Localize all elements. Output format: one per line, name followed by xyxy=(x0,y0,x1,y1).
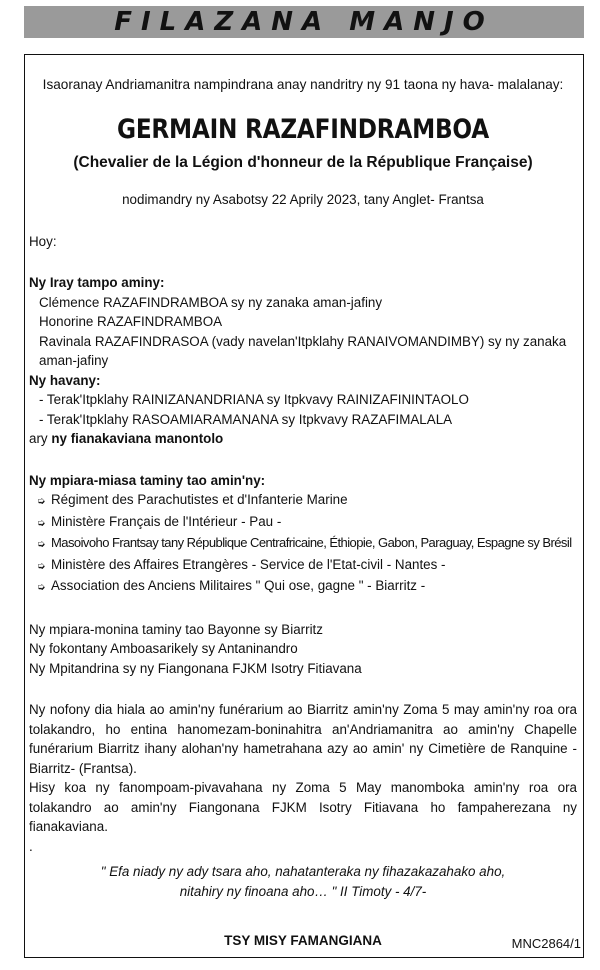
honor-subtitle: (Chevalier de la Légion d'honneur de la République Française) xyxy=(73,153,533,171)
quote-line: " Efa niady ny ady tsara aho, nahatanteraka ny fihazakazahako aho, xyxy=(100,864,506,879)
dot-mark: . xyxy=(29,838,33,854)
children-line: Honorine RAZAFINDRAMBOA xyxy=(39,314,223,329)
closing-note: TSY MISY FAMANGIANA xyxy=(224,933,382,948)
family-prefix: ary xyxy=(29,431,48,446)
colleague-item: Association des Anciens Militaires " Qui ose, gagne " - Biarritz - xyxy=(51,578,426,593)
header-title: FILAZANA MANJO xyxy=(114,7,494,37)
intro-text: Isaoranay Andriamanitra nampindrana anay nandritry ny 91 taona ny hava- malalanay: xyxy=(42,77,564,92)
list-item xyxy=(29,490,577,512)
children-heading: Ny Iray tampo aminy: xyxy=(29,275,165,290)
arrow-bullet-icon: ➭ xyxy=(37,517,46,529)
colleague-item: Ministère des Affaires Etrangères - Service de l'Etat-civil - Nantes - xyxy=(51,556,446,572)
colleague-item: Masoivoho Frantsay tany République Centrafricaine, Éthiopie, Gabon, Paraguay, Espagne sy Brésil xyxy=(51,535,572,550)
notice-frame xyxy=(24,54,584,958)
relatives-line: - Terak'Itpklahy RAINIZANANDRIANA sy Itpkvavy RAINIZAFININTAOLO xyxy=(39,392,469,407)
community-line: Ny Mpitandrina sy ny Fiangonana FJKM Isotry Fitiavana xyxy=(29,660,362,676)
arrow-bullet-icon: ➭ xyxy=(37,582,46,593)
children-line: aman-jafiny xyxy=(39,353,109,368)
family-bold: ny fianakaviana manontolo xyxy=(51,431,224,446)
community-line: Ny fokontany Amboasarikely sy Antaninandro xyxy=(29,641,298,656)
header-banner xyxy=(24,6,584,38)
children-line: Ravinala RAZAFINDRASOA (vady navelan'Itpklahy RANAIVOMANDIMBY) sy ny zanaka xyxy=(39,333,567,349)
colleague-item: Ministère Français de l'Intérieur - Pau - xyxy=(51,513,282,529)
list-item xyxy=(29,555,577,577)
arrow-bullet-icon: ➭ xyxy=(37,496,46,507)
list-item xyxy=(29,533,577,555)
service-paragraph: Hisy koa ny fanompoam-pivavahana ny Zoma 5 May manomboka amin'ny roa ora tolakandro ao amin'ny Fiangonana FJKM Isotry Fitiavana ho fampaherezana ny fianakaviana. xyxy=(29,780,577,834)
arrow-bullet-icon: ➭ xyxy=(37,539,46,550)
notice-content xyxy=(29,75,577,951)
community-line: Ny mpiara-monina taminy tao Bayonne sy Biarritz xyxy=(29,621,323,637)
colleague-item: Régiment des Parachutistes et d'Infanterie Marine xyxy=(51,492,348,507)
relatives-line: - Terak'Itpklahy RASOAMIARAMANANA sy Itpkvavy RAZAFIMALALA xyxy=(39,411,453,427)
deceased-name: GERMAIN RAZAFINDRAMBOA xyxy=(117,113,489,145)
hoy-label: Hoy: xyxy=(29,233,57,249)
colleagues-heading: Ny mpiara-miasa taminy tao amin'ny: xyxy=(29,472,266,488)
funeral-paragraph: Ny nofony dia hiala ao amin'ny funérarium ao Biarritz amin'ny Zoma 5 may amin'ny roa ora tolakandro, ho entina hanomezam-boninahitra an'Andriamanitra ao amin'ny Chapelle funérarium Biarritz ihany alohan'ny hametrahana azy ao amin' ny Cimetière de Ranquine - Biarritz- (Frantsa). xyxy=(29,702,577,776)
list-item xyxy=(29,512,577,534)
relatives-heading: Ny havany: xyxy=(29,372,101,388)
reference-code: MNC2864/1 xyxy=(511,936,581,951)
children-line: Clémence RAZAFINDRAMBOA sy ny zanaka aman-jafiny xyxy=(39,294,383,310)
quote-line: nitahiry ny finoana aho… " II Timoty - 4/7- xyxy=(179,883,427,899)
family-line xyxy=(29,429,577,449)
arrow-bullet-icon: ➭ xyxy=(37,560,46,572)
list-item xyxy=(29,576,577,598)
death-note: nodimandry ny Asabotsy 22 Aprily 2023, tany Anglet- Frantsa xyxy=(122,192,484,207)
